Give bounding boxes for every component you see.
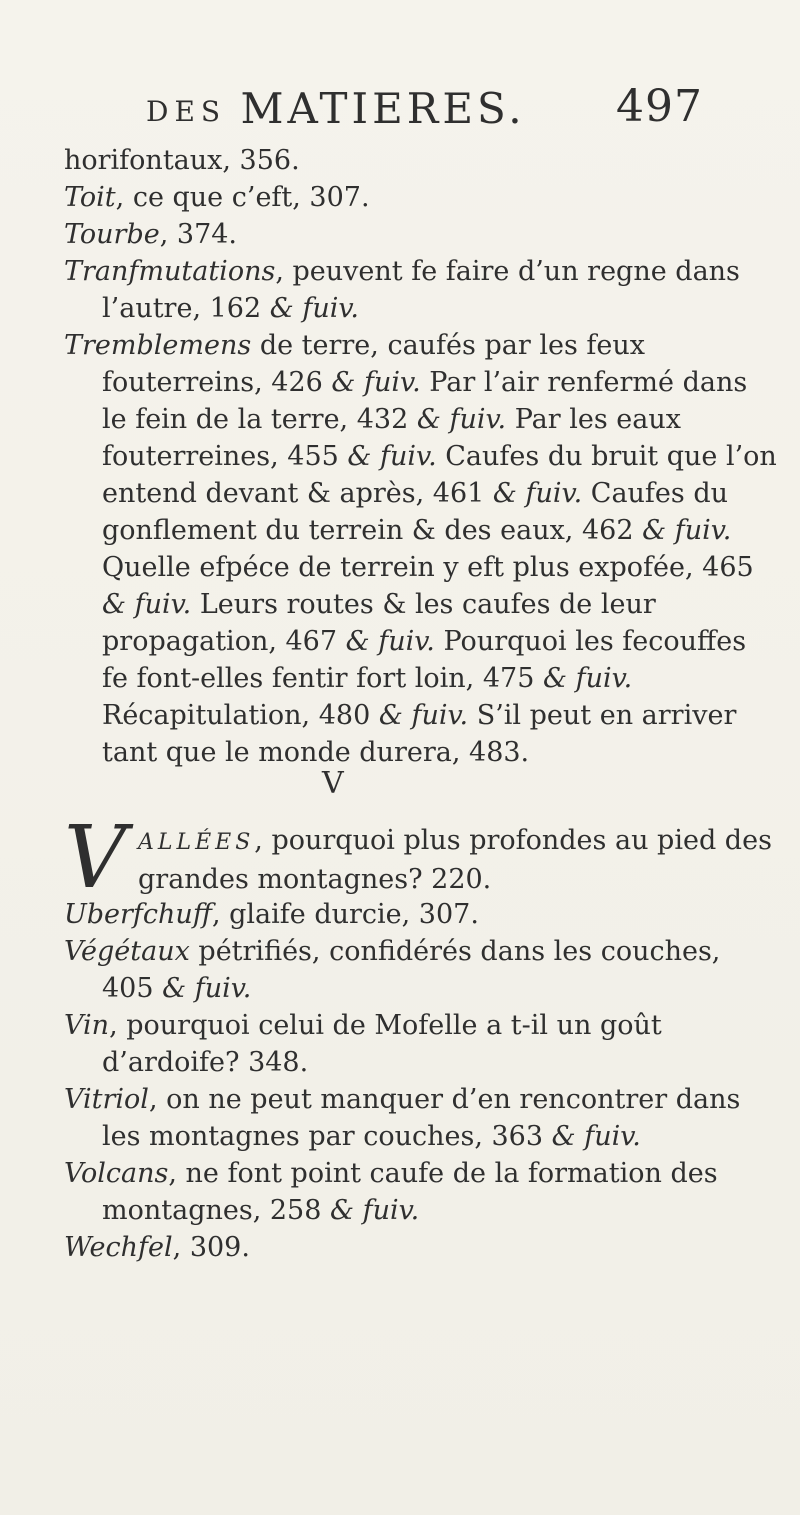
index-entry: horifontaux, 356. (64, 145, 300, 176)
index-entry: Volcans, ne font point caufe de la formation des montagnes, 258 & fuiv. (64, 1158, 718, 1226)
index-entry: Vin, pourquoi celui de Mofelle a t-il un goût d’ardoife? 348. (64, 1010, 662, 1078)
index-entries-t (64, 142, 780, 771)
index-entries-v (64, 896, 780, 1266)
header-des: DES (146, 95, 227, 128)
header-matieres: MATIERES. (240, 84, 526, 133)
index-entry: Toit, ce que c’eft, 307. (64, 182, 370, 213)
running-header (146, 81, 703, 133)
index-entry: Végétaux pétrifiés, confidérés dans les couches, 405 & fuiv. (64, 936, 721, 1004)
index-entry: Tourbe, 374. (64, 219, 238, 250)
v-first-entry (64, 808, 780, 908)
index-entry: Vitriol, on ne peut manquer d’en rencontrer dans les montagnes par couches, 363 & fuiv. (64, 1084, 741, 1152)
index-entry: Uberfchuff, glaife durcie, 307. (64, 899, 479, 930)
drop-cap: V (64, 808, 127, 908)
index-entry: ALLÉES, pourquoi plus profondes au pied des grandes montagnes? 220. (138, 825, 772, 895)
index-entry: Wechfel, 309. (64, 1232, 250, 1263)
index-entry: Tranfmutations, peuvent fe faire d’un regne dans l’autre, 162 & fuiv. (64, 256, 740, 324)
page-number: 497 (616, 81, 703, 132)
section-heading-v: V (322, 766, 344, 801)
index-entry: Tremblemens de terre, caufés par les feux fouterreins, 426 & fuiv. Par l’air renfermé dans le fein de la terre, 432 & fuiv. Par les eaux fouterreines, 455 & fuiv. Caufes du bruit que l’on entend devant & après, 461 & fuiv. Caufes du gonflement du terrein & des eaux, 462 & fuiv. Quelle efpéce de terrein y eft plus expofée, 465 & fuiv. Leurs routes & les caufes de leur propagation, 467 & fuiv. Pourquoi les fecouffes fe font-elles fentir fort loin, 475 & fuiv. Récapitulation, 480 & fuiv. S’il peut en arriver tant que le monde durera, 483. (64, 330, 777, 768)
